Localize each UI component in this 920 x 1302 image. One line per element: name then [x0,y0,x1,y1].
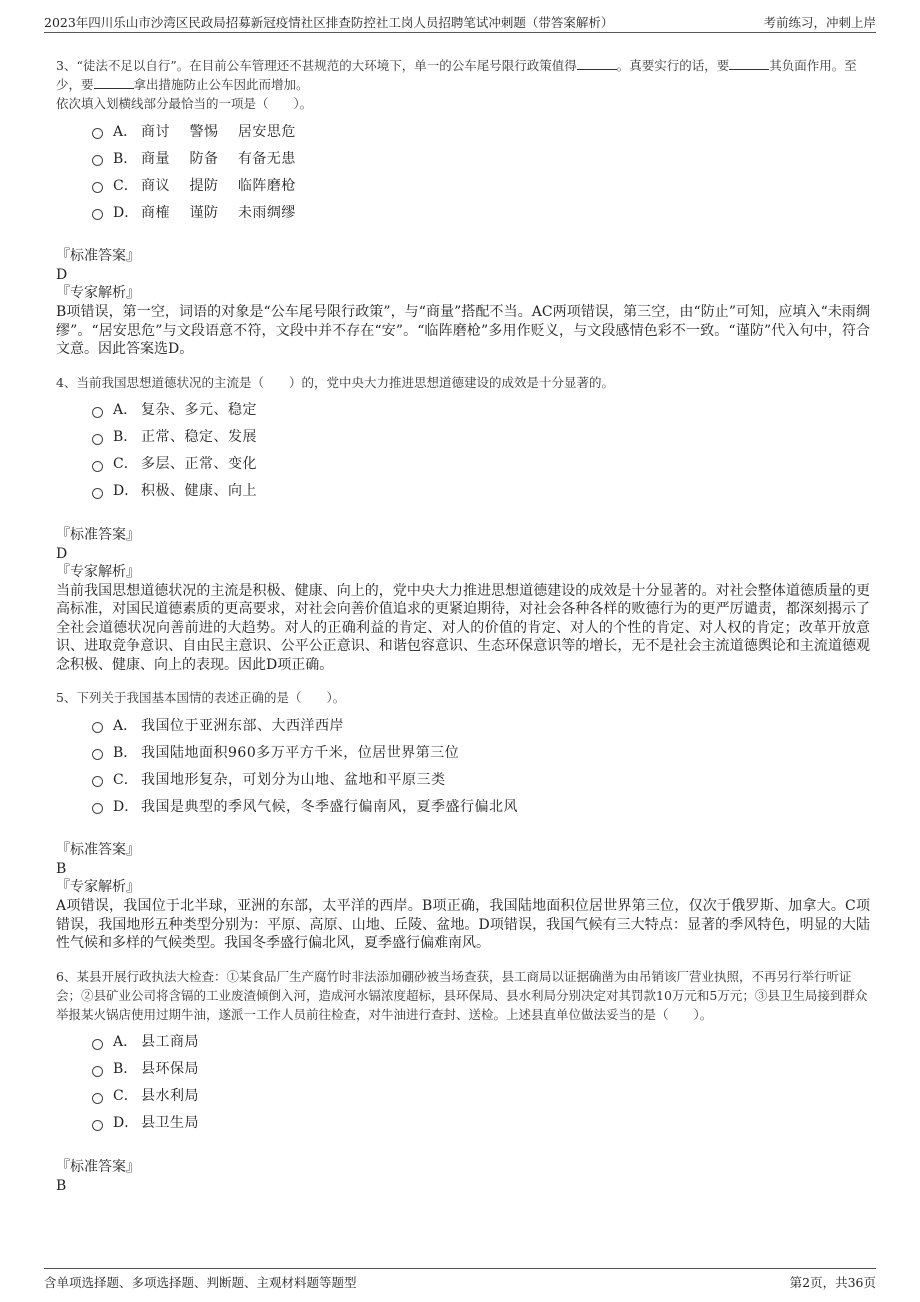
radio-icon[interactable] [92,1039,103,1050]
answer-heading: 『标准答案』 [56,842,140,858]
answer-value: D [56,267,68,283]
explanation-heading: 『专家解析』 [56,285,140,301]
question-3 [56,56,870,359]
radio-icon[interactable] [92,1093,103,1104]
option-a[interactable]: A． 商讨 警惕 居安思危 [92,117,870,144]
option-list [92,396,870,504]
option-b[interactable]: B． 我国陆地面积960多万平方千米，位居世界第三位 [92,738,870,765]
answer-heading: 『标准答案』 [56,1158,140,1175]
page-footer [44,1268,876,1293]
question-stem: 5、下列关于我国基本国情的表述正确的是（ ）。 [56,690,346,705]
option-b[interactable]: B． 县环保局 [92,1055,870,1082]
option-list [92,711,870,819]
explanation-text: 当前我国思想道德状况的主流是积极、健康、向上的，党中央大力推进思想道德建设的成效是十分显著的。对社会整体道德质量的更高标准，对国民道德素质的更高要求，对社会向善价值追求的更紧迫期待，对社会各种各样的败德行为的更严厉谴责，都深刻揭示了全社会道德状况向善前进的大趋势。对人的正确利益的肯定、对人的价值的肯定、对人的个性的肯定、对人权的肯定；改革开放意识、进取竞争意识、自由民主意识、公平公正意识、和谐包容意识、生态环保意识等的增长，无不是社会主流道德舆论和主流道德观念积极、健康、向上的表现。因此D项正确。 [56,582,870,673]
radio-icon[interactable] [92,803,103,814]
radio-icon[interactable] [92,182,103,193]
option-c[interactable]: C． 商议 提防 临阵磨枪 [92,171,870,198]
option-a[interactable]: A． 我国位于亚洲东部、大西洋西岸 [92,711,870,738]
explanation-heading: 『专家解析』 [56,563,140,580]
option-b[interactable]: B． 正常、稳定、发展 [92,423,870,450]
question-6 [56,967,870,1195]
answer-heading: 『标准答案』 [56,248,140,264]
radio-icon[interactable] [92,488,103,499]
explanation-text: B项错误，第一空，词语的对象是“公车尾号限行政策”，与“商量”搭配不当。AC两项错误，第三空，由“防止”可知，应填入“未雨绸缪”。“居安思危”与文段语意不符，文段中并不存在“安”。“临阵磨枪”多用作贬义，与文段感情色彩不一致。“谨防”代入句中，符合文意。因此答案选D。 [56,304,870,357]
option-d[interactable]: D． 县卫生局 [92,1109,870,1136]
option-list [92,117,870,225]
answer-value: B [56,861,67,877]
page-number: 第2页，共36页 [789,1275,876,1290]
radio-icon[interactable] [92,434,103,445]
radio-icon[interactable] [92,776,103,787]
option-b[interactable]: B． 商量 防备 有备无患 [92,144,870,171]
option-c[interactable]: C． 县水利局 [92,1082,870,1109]
answer-heading: 『标准答案』 [56,526,140,543]
page-header [44,10,876,33]
question-instruction: 依次填入划横线部分最恰当的一项是（ ）。 [56,96,313,111]
option-a[interactable]: A． 县工商局 [92,1028,870,1055]
option-list [92,1028,870,1136]
option-d[interactable]: D． 商榷 谨防 未雨绸缪 [92,198,870,225]
explanation-heading: 『专家解析』 [56,879,140,895]
question-stem: 3、“徒法不足以自行”。在目前公车管理还不甚规范的大环境下，单一的公车尾号限行政策值得 。真要实行的话，要 其负面作用。至少，要 拿出措施防止公车因此而增加。 [56,58,857,92]
radio-icon[interactable] [92,1066,103,1077]
radio-icon[interactable] [92,209,103,220]
radio-icon[interactable] [92,749,103,760]
answer-value: D [56,545,68,562]
radio-icon[interactable] [92,155,103,166]
radio-icon[interactable] [92,128,103,139]
question-stem: 4、当前我国思想道德状况的主流是（ ）的，党中央大力推进思想道德建设的成效是十分显著的。 [56,374,614,390]
option-a[interactable]: A． 复杂、多元、稳定 [92,396,870,423]
option-c[interactable]: C． 我国地形复杂，可划分为山地、盆地和平原三类 [92,765,870,792]
fill-blank [94,76,134,89]
header-slogan: 考前练习，冲刺上岸 [763,15,876,30]
option-d[interactable]: D． 积极、健康、向上 [92,477,870,504]
explanation-text: A项错误，我国位于北半球，亚洲的东部，太平洋的西岸。B项正确，我国陆地面积位居世界第三位，仅次于俄罗斯、加拿大。C项错误，我国地形五种类型分别为：平原、高原、山地、丘陵、盆地。D项错误，我国气候有三大特点：显著的季风特色，明显的大陆性气候和多样的气候类型。我国冬季盛行偏北风，夏季盛行偏难南风。 [56,898,870,951]
answer-value: B [56,1177,67,1194]
footer-note: 含单项选择题、多项选择题、判断题、主观材料题等题型 [44,1275,357,1290]
radio-icon[interactable] [92,722,103,733]
radio-icon[interactable] [92,1120,103,1131]
radio-icon[interactable] [92,407,103,418]
radio-icon[interactable] [92,461,103,472]
fill-blank [729,57,769,70]
question-5 [56,688,870,953]
option-d[interactable]: D． 我国是典型的季风气候，冬季盛行偏南风，夏季盛行偏北风 [92,792,870,819]
question-stem: 6、某县开展行政执法大检查：①某食品厂生产腐竹时非法添加硼砂被当场查获，县工商局以证据确凿为由吊销该厂营业执照，不再另行举行听证会；②县矿业公司将含镉的工业废渣倾倒入河，造成河水镉浓度超标，县环保局、县水利局分别决定对其罚款10万元和5万元；③县卫生局接到群众举报某火锅店使用过期牛油，遂派一工作人员前往检查，对牛油进行查封、送检。上述县直单位做法妥当的是（ ）。 [56,968,868,1022]
page-content [56,56,870,1209]
question-4 [56,373,870,675]
document-title: 2023年四川乐山市沙湾区民政局招募新冠疫情社区排查防控社工岗人员招聘笔试冲刺题（带答案解析） [44,15,614,30]
option-c[interactable]: C． 多层、正常、变化 [92,450,870,477]
fill-blank [577,57,617,70]
